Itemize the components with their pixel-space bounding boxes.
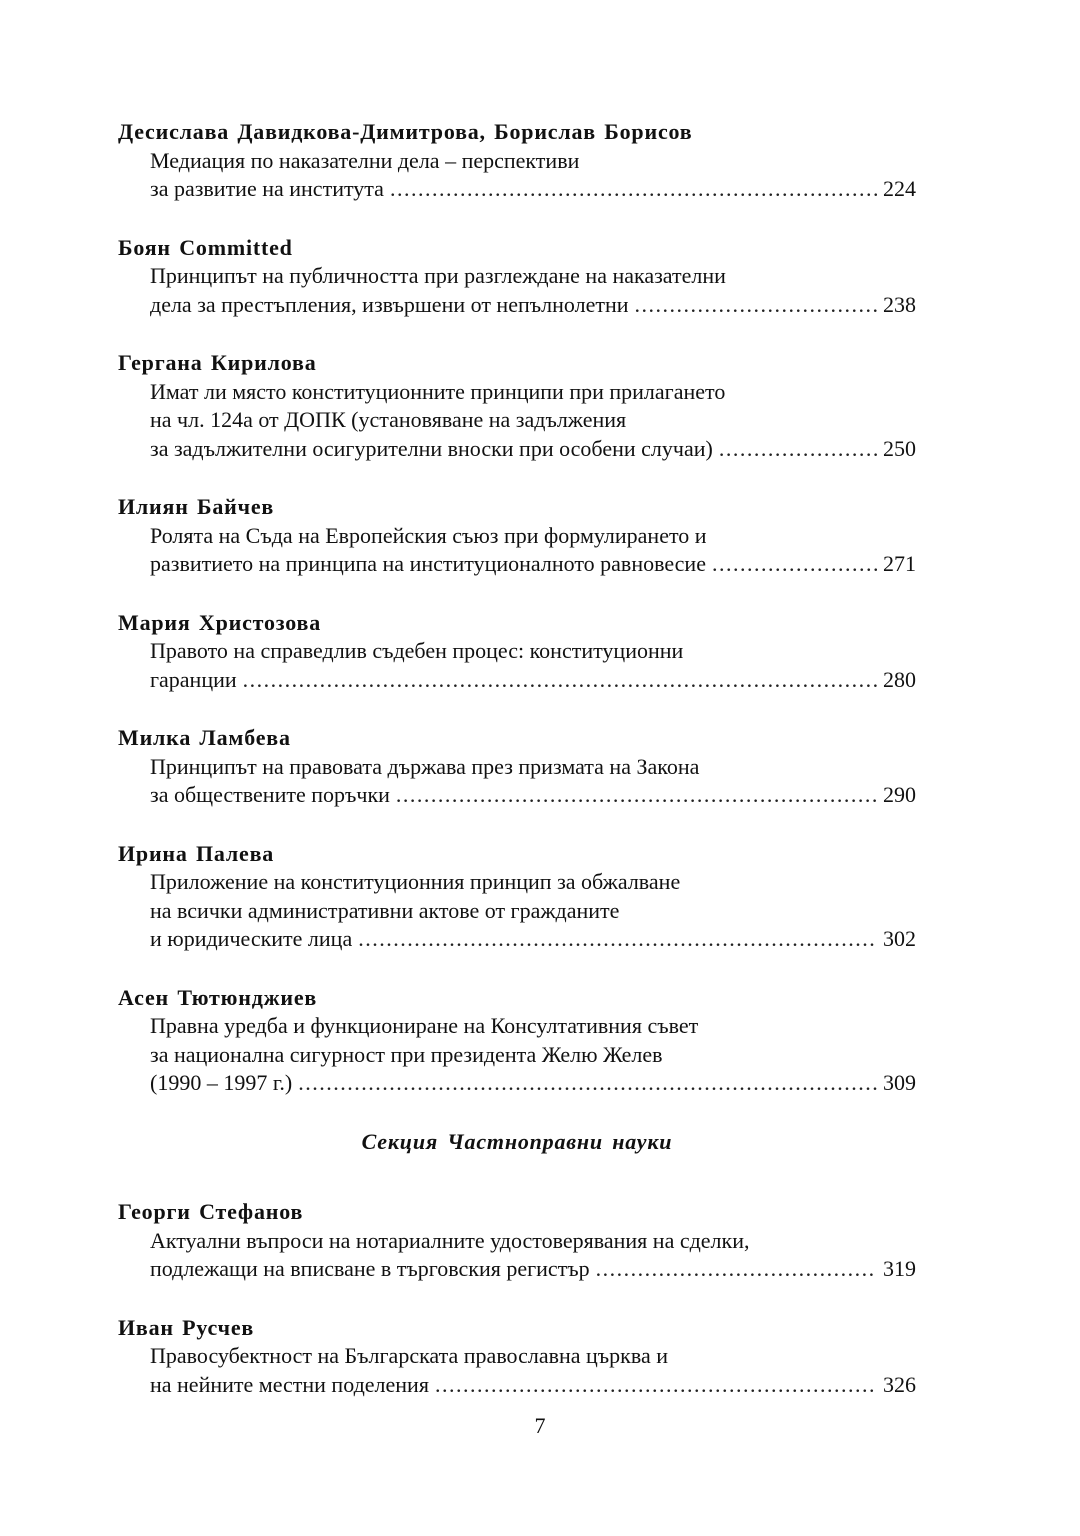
entry-title-line: Правна уредба и функциониране на Консултативния съвет: [150, 1013, 699, 1038]
entry-title-text: (1990 – 1997 г.): [150, 1070, 293, 1095]
dot-leader: [298, 1069, 877, 1098]
entry-page-number: 271: [883, 551, 916, 576]
entry-author: Гергана Кирилова: [118, 350, 317, 375]
entry-page-number: 302: [883, 926, 916, 951]
toc-entry: [118, 349, 916, 463]
dot-leader: [596, 1255, 877, 1284]
entry-title-last-line: [118, 550, 916, 579]
entry-title-line: Приложение на конституционния принцип за обжалване: [150, 869, 681, 894]
entry-author: Асен Тютюнджиев: [118, 984, 318, 1010]
entry-author: Иван Русчев: [118, 1314, 255, 1340]
entry-title-last-line: [118, 781, 916, 810]
dot-leader: [719, 435, 877, 464]
entry-title-line: за национална сигурност при президента Желю Желев: [150, 1041, 663, 1067]
entry-title-line: Имат ли място конституционните принципи при прилагането: [150, 378, 726, 404]
toc-entry: [118, 118, 916, 204]
toc-entry: [118, 724, 916, 810]
entry-page-number: 280: [883, 666, 916, 692]
page-number: 7: [534, 1413, 546, 1438]
entry-title-line: Правосубектност на Българската православна църква и: [150, 1343, 669, 1368]
entry-page-number: 250: [883, 435, 916, 461]
toc-entry: [118, 840, 916, 954]
entry-author: Милка Ламбева: [118, 725, 291, 750]
entry-title-text: дела за престъпления, извършени от непълнолетни: [150, 291, 629, 317]
entry-title-text: гаранции: [150, 666, 237, 692]
toc-entry: [118, 984, 916, 1098]
entry-title-text: и юридическите лица: [150, 926, 353, 951]
entry-title-text: за обществените поръчки: [150, 782, 390, 807]
toc-entry: [118, 493, 916, 579]
entry-author: Георги Стефанов: [118, 1199, 304, 1224]
entry-title-text: развитието на принципа на институционалното равновесие: [150, 551, 706, 576]
entry-title-line: на чл. 124а от ДОПК (установяване на задължения: [150, 407, 627, 432]
toc-entry: [118, 1198, 916, 1284]
entry-title-text: на нейните местни поделения: [150, 1371, 429, 1397]
entry-author: Десислава Давидкова-Димитрова, Борислав Борисов: [118, 119, 693, 144]
dot-leader: [635, 291, 878, 320]
entry-title-last-line: [118, 1371, 916, 1400]
entry-page-number: 309: [883, 1070, 916, 1095]
dot-leader: [390, 175, 877, 204]
entry-title-last-line: [118, 1069, 916, 1098]
entry-title-text: подлежащи на вписване в търговския регистър: [150, 1256, 590, 1281]
table-of-contents: [118, 118, 916, 1429]
entry-title-line: Актуални въпроси на нотариалните удостоверявания на сделки,: [150, 1227, 750, 1253]
dot-leader: [358, 925, 877, 954]
toc-entry: [118, 234, 916, 320]
entry-title-text: за развитие на института: [150, 176, 384, 201]
entry-title-last-line: [118, 1255, 916, 1284]
entry-author: Боян Committed: [118, 234, 293, 260]
section-heading: Секция Частноправни науки: [361, 1128, 673, 1154]
entry-page-number: 238: [883, 291, 916, 317]
entry-title-last-line: [118, 175, 916, 204]
entry-page-number: 326: [883, 1371, 916, 1397]
dot-leader: [243, 666, 877, 695]
entry-author: Ирина Палева: [118, 840, 275, 866]
entry-title-last-line: [118, 666, 916, 695]
entry-title-last-line: [118, 435, 916, 464]
entry-page-number: 290: [883, 782, 916, 807]
entry-title-line: Медиация по наказателни дела – перспективи: [150, 147, 580, 173]
entry-title-line: на всички административни актове от гражданите: [150, 897, 620, 923]
dot-leader: [435, 1371, 877, 1400]
entry-title-text: за задължителни осигурителни вноски при особени случаи): [150, 435, 713, 461]
entry-title-line: Ролята на Съда на Европейския съюз при формулирането и: [150, 522, 707, 548]
toc-entry: [118, 609, 916, 695]
entry-author: Илиян Байчев: [118, 494, 275, 519]
entry-title-line: Принципът на правовата държава през призмата на Закона: [150, 753, 700, 779]
entry-page-number: 224: [883, 176, 916, 201]
entry-title-line: Принципът на публичността при разглеждане на наказателни: [150, 263, 726, 288]
entry-title-last-line: [118, 291, 916, 320]
entry-author: Мария Христозова: [118, 609, 322, 635]
dot-leader: [712, 550, 877, 579]
dot-leader: [396, 781, 877, 810]
entry-title-last-line: [118, 925, 916, 954]
entry-page-number: 319: [883, 1256, 916, 1281]
toc-entry: [118, 1314, 916, 1400]
entry-title-line: Правото на справедлив съдебен процес: конституционни: [150, 638, 684, 663]
